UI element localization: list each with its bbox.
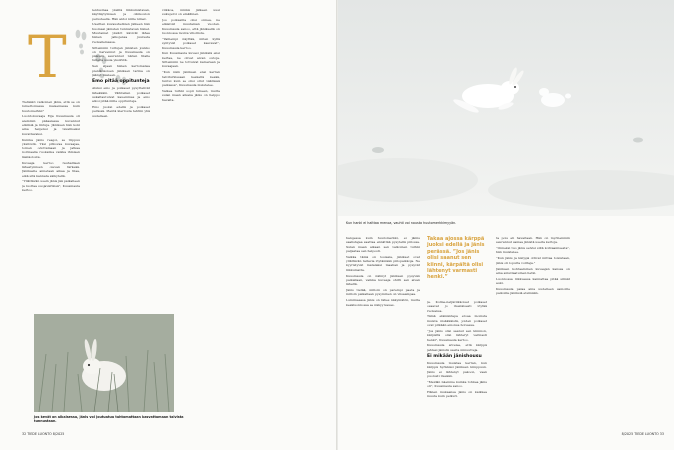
- paragraph: Kuinka jänis reagoi, se riippuu yksilöstä. Yksi pitkovaa kuvaajaa, toinen odottamaan ja jatkaa normaalia ruokailua vaikka ihmisen läsnäolosta.: [22, 137, 80, 159]
- paragraph: Luontokuvaaja Eija Kuusmaula oli aiemmin pääasiassa kuvannut eläimiä ja lintuja. Jäniksen hän koki aina helpoksi ja tavalliseksi kuvattavaksi.: [22, 114, 80, 136]
- paragraph: lentusinaa yksillä liikkumistavan, käyttäytymisen ja olinkoulon perusteella. Hän antoi niille nimet.: [92, 8, 150, 21]
- paragraph: Jänis tietää, milloin on parempi paeta ja milloin paikallaan pysyminen on viisaampaa.: [346, 288, 420, 297]
- paragraph: ”Jos jänis olisi saanut sen kimmon, kärpältä olisi lähteryt varmasti henki”, Kuusmaula kertoo.: [427, 328, 487, 342]
- section-subhead: Ei mikään jänishousu: [427, 354, 482, 360]
- text-column-2: [92, 8, 150, 308]
- text-column-1: [22, 100, 80, 312]
- drop-cap: T: [28, 23, 67, 91]
- paragraph: Sittemmin tuttujen jänisten joukko on harvennut ja Kuusmaula on pääosin seurannut niiden tilalle tulleita uusia yksilöitä.: [92, 45, 150, 63]
- paragraph: Jos poikasilla olisi onnea, ne eläisivät muutaman vuoden. Kuusmaula sanoo, että jäniksellä on luonnossa monta vihollista.: [162, 18, 220, 36]
- paragraph: Valkea turkki sopii lumeen, mutta sulan maan aikana jänis on helppo havaita.: [162, 89, 220, 102]
- paragraph: ”Kun näin jäniksen ensi kerran talviturkissaan keskellä kesää, tuntui kuin se olisi ollut väärässä paikassa”, Kuusmaula muistelee.: [162, 70, 220, 88]
- paragraph: Kuvaaja kertoo rauhallisen lähestymisen olevan tärkeää. Jänikselle annetaan aikaa ja tilaa, eikä sitä kannata säikytellä.: [22, 160, 80, 178]
- paragraph: ”Vaihempi näyttää, miten kyllä syntyvät poikaset kasvavat”, Kuusmaula kertoo.: [162, 36, 220, 50]
- paragraph: ”Meidän näemme kuinka rohkea jänis oli”, Kuusmaula sanoo.: [427, 379, 487, 389]
- paragraph: Kuusmaula on nähnyt jäniksen pysyvän paikallaan, vaikka kuvaaja ohitti sen aivan läheltä.: [346, 273, 420, 287]
- paragraph: Sen sijaan hänen kertomansa pienikokoisen jäniksen tarina on jäänyt mieleen.: [92, 64, 150, 77]
- left-folio: 32 TIEDE LUONTO 8/2025: [22, 432, 65, 436]
- paragraph: Tämä elämäntapa eroaa monista muista nisäkkäistä, joiden poikaset ovat pitkään emonsa hoivassa.: [427, 314, 487, 328]
- paragraph: Emo juoksi edellä ja poikaset perässä. Pientä kierrosta tehtiin yhä uudelleen.: [92, 105, 150, 118]
- text-column-6: [496, 236, 570, 426]
- paragraph: hangessa kuin huutomerkki, ei jäniis saalistajaa saattaa ennättää pysytellä piilossa. Sulan maan aikaan sen valkoinen turkki paljastaa sen helposti.: [346, 236, 420, 253]
- paragraph: ta pois eli havaitaan. Hän on myöhemmin seurannut samaa jänistä useita kertoja.: [496, 236, 570, 245]
- hare-in-grass-photo: [34, 314, 174, 412]
- section-subhead: Emo pitää oppitunteja: [92, 79, 150, 85]
- paragraph: Jäniksen kohtaaminen kuvaajan kanssa on aina ainutlaatuinen hetki.: [496, 266, 570, 275]
- right-photo-caption: Kun hanki ei haittaa menoa, vauhti voi nousta huutomerkkimyyän.: [346, 221, 457, 225]
- paragraph: Kuusmaula arvelee, että kärppä jahtasi jänistä useita minuutteja.: [427, 343, 487, 352]
- paragraph: ja. Kolme-neljäviikkoiset poikaset osaavat jo itsenäisesti löytää ruokansa.: [427, 300, 487, 313]
- text-column-4: [346, 236, 420, 426]
- paragraph: ”Yllättävän usein jänis jää paikalleen ja luottaa suojaväriinsä”, Kuusmaula kertoo.: [22, 179, 80, 193]
- paragraph: ”Onneksi tuo jänis selvisi siitä kohtaamisesta”, hän muistelee.: [496, 246, 570, 255]
- hare-photo-illustration: [34, 314, 174, 412]
- running-hare-photo: [338, 0, 674, 216]
- paragraph: Tietääkö valkoinen jänis, että se on lumettomassa maisemassa kuin huutomerkki?: [22, 100, 80, 113]
- paragraph: Aluksi emo ja poikaset pysyttelivät lähekkäin. Vähitellen poikaset uskaltautuivat kauemmas ja emo alkoi pitää niille oppitunteja.: [92, 86, 150, 104]
- left-photo-caption: Jos kevät on aikaisessa, jänis voi joutuatua tahtomattaan kasvattamaan talvista tunnustaan.: [34, 415, 184, 424]
- paragraph: Kun Kuusmaula kuvasi jäniksiä ensi kertaa, ne olivat aivan outoja. Sittemmin ne tottuivat kameraan ja kuvaajaan.: [162, 51, 220, 69]
- left-page: [0, 0, 336, 450]
- pull-quote: Takaa ajossa kärppä juoksi edellä ja jänis perässä. ”Jos jänis olisi saanut sen kiinni, kärpältä olisi lähtenyt varmasti henki.”: [427, 236, 485, 281]
- paragraph: Vaikka tämä on tosiasia, jänikset ovat yllättävän taitavia löytämään piilopaikkoja. Ne kyyristyvät matalaksi maahan ja pysyvät liikkumatta.: [346, 254, 420, 272]
- paragraph: Luonnossa liikkuessa kannattaa pitää silmät auki.: [496, 276, 570, 286]
- paragraph: ”Kun jänis ja kärppä ottivat mittaa toisistaan, jänis oli lopulta voittaja.”: [496, 256, 570, 265]
- paragraph: Lumimaassa jänis on lähes näkymätön, mutta kesäluonnossa se näkyy kauas.: [346, 298, 420, 307]
- paragraph: Kuusmaula palaa aina uudelleen samoille paikoille jäniksiä etsimään.: [496, 286, 570, 296]
- right-page: [338, 0, 674, 450]
- running-hare-illustration: [338, 0, 674, 216]
- right-folio: 8/2025 TIEDE LUONTO 33: [621, 432, 664, 436]
- paragraph: viikkoa, minkä jälkeen uusi sukupolvi on emällinen.: [162, 8, 220, 17]
- text-column-3: [162, 8, 220, 308]
- paragraph: Useitten kuvaushetkien jälkeen hän huomasi jänisten tunnistavan hänet. Muutamat yksilöt kävivät lähes hänen jalkojensa juuresta ruokailemassa.: [92, 22, 150, 44]
- paragraph: Hänen mukaansa jänis on kaikkea muuta kuin pelkuri.: [427, 390, 487, 399]
- paragraph: Kuusmaula muistaa kerran, kun kärppä hyökkäsi jäniksen kimppuun. Jänis ei lähtenyt pakoon, vaan puolusti itseään.: [427, 361, 487, 378]
- text-column-5: [427, 300, 487, 426]
